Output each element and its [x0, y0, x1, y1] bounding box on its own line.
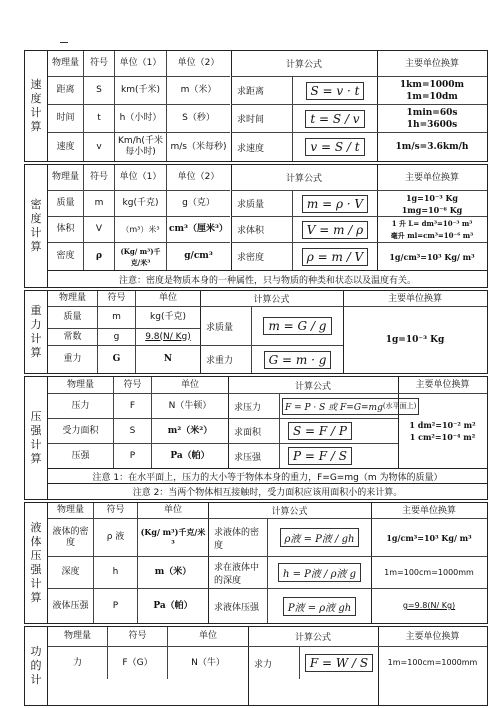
cell-symbol: m	[84, 191, 115, 217]
formula-box: t = S / v	[305, 110, 364, 128]
formula-label: 求距离	[231, 77, 293, 105]
liquid-side-label: 液体压强计算	[25, 503, 48, 623]
col-header: 单位	[138, 503, 208, 519]
col-header: 物理量	[48, 165, 84, 191]
cell-quantity: 深度	[48, 557, 94, 589]
speed-section	[24, 50, 488, 162]
conv-cell: 1 升 L= dm³=10⁻³ m³ 毫升 ml=cm³=10⁻⁶ m³	[377, 217, 487, 243]
formula-label: 求时间	[231, 105, 293, 133]
cell-symbol: ρ 液	[94, 519, 138, 557]
density-note: 注意：密度是物质本身的一种属性，只与物质的种类和状态以及温度有关。	[48, 270, 487, 287]
cell-quantity: 重力	[48, 346, 98, 373]
liquid-pressure-section	[24, 502, 488, 624]
cell-unit1: (Kg/ m³)千克/米³	[115, 243, 167, 270]
gravity-formulas	[200, 291, 344, 373]
conv-cell: 1g/cm³=10³ Kg/ m³	[371, 519, 487, 557]
col-header: 单位	[136, 291, 200, 307]
cell-unit1: Km/h(千米每小时)	[115, 133, 167, 161]
formula-box: ρ = m / V	[302, 248, 368, 266]
work-formulas	[248, 627, 379, 705]
cell-quantity: 受力面积	[48, 419, 114, 444]
conv-cell: 1m=100cm=1000mm	[371, 557, 487, 589]
col-header: 符号	[108, 627, 168, 647]
cell-unit2: m/s（米每秒)	[170, 141, 227, 152]
formula-box: G = m · g	[264, 351, 332, 369]
cell-unit: N（牛）	[191, 657, 225, 668]
cell-symbol: V	[84, 217, 115, 243]
cell-quantity: 密度	[48, 243, 84, 270]
cell-unit2: g/cm³	[184, 251, 213, 261]
pressure-formulas	[228, 377, 417, 468]
cell-unit: m²（米²）	[152, 419, 228, 444]
col-header: 物理量	[48, 503, 94, 519]
liquid-formulas	[208, 503, 372, 623]
formula-box: v = S / t	[305, 138, 364, 156]
cell-unit: N	[163, 354, 173, 364]
col-header: 单位（1）	[115, 165, 167, 191]
formula-header: 计算公式	[231, 165, 377, 191]
speed-conversions	[377, 51, 487, 161]
density-table	[48, 165, 232, 270]
cell-unit2: m（米）	[167, 77, 230, 105]
col-header: 符号	[84, 165, 115, 191]
density-conversions	[377, 165, 487, 270]
conv-cell: 1m/s=3.6km/h	[395, 142, 469, 152]
cell-unit1: kg(千克)	[115, 191, 167, 217]
conv-cell: 1g=10⁻³ Kg	[385, 335, 445, 345]
cell-unit: Pa（帕）	[170, 450, 210, 461]
formula-box: P = F / S	[288, 447, 352, 465]
density-section	[24, 164, 488, 288]
gravity-table	[48, 291, 201, 373]
formula-label: 求面积	[228, 419, 280, 444]
work-section	[24, 626, 488, 706]
formula-header: 计算公式	[248, 627, 378, 647]
cell-symbol: S	[84, 77, 115, 105]
cell-unit1: （m³）米³	[115, 217, 167, 243]
formula-box: ρ液 = P液 / gh	[280, 528, 360, 547]
cell-unit: m（米）	[138, 557, 208, 589]
formula-label: 求压力	[228, 394, 280, 419]
formula-label: 求质量	[200, 307, 252, 346]
cell-unit: kg(千克)	[136, 307, 200, 329]
cell-symbol: t	[84, 105, 115, 133]
cell-unit1: km(千米)	[115, 77, 167, 105]
col-header: 单位（1）	[115, 51, 167, 77]
pressure-section	[24, 376, 488, 500]
col-header: 符号	[98, 291, 136, 307]
cell-symbol: F（G）	[108, 647, 168, 679]
col-header: 单位（2）	[167, 165, 230, 191]
work-side-label: 功的计	[25, 627, 48, 705]
col-header: 物理量	[48, 377, 114, 394]
formula-label: 求在液体中的深度	[208, 557, 268, 589]
cell-unit2: S（秒）	[167, 105, 230, 133]
pressure-conversions	[398, 377, 487, 468]
formula-box: S = v · t	[306, 82, 365, 100]
col-header: 单位	[152, 377, 228, 394]
cell-symbol: m	[98, 307, 136, 329]
cell-symbol: P	[114, 444, 152, 468]
cell-unit: (Kg/ m³)千克/米³	[138, 519, 208, 557]
gravity-section	[24, 290, 488, 374]
cell-symbol: ρ	[84, 243, 115, 270]
pressure-table	[48, 377, 229, 468]
cell-symbol: F	[114, 394, 152, 419]
formula-box: m = G / g	[263, 317, 331, 335]
col-header: 单位（2）	[167, 51, 230, 77]
formula-box: h = P液 / ρ液 g	[278, 563, 361, 582]
formula-box: F = P · S 或 F=G=mg (水平面上)	[282, 398, 419, 415]
pressure-side-label: 压强计算	[25, 377, 48, 499]
col-header: 单位	[168, 627, 248, 647]
cell-quantity: 体积	[48, 217, 84, 243]
cell-quantity: 液体的密度	[48, 519, 94, 557]
cell-quantity: 液体压强	[48, 589, 94, 623]
conv-header: 主要单位换算	[378, 627, 487, 647]
cell-symbol: P	[94, 589, 138, 623]
density-formulas	[231, 165, 378, 270]
conv-cell: g=9.8(N/ Kg)	[402, 601, 456, 610]
cell-quantity: 压强	[48, 444, 114, 468]
formula-label: 求液体的密度	[208, 519, 268, 557]
conv-cell: 1g/cm³=10³ Kg/ m³	[389, 251, 475, 262]
cell-unit: N（牛顿）	[152, 394, 228, 419]
formula-header: 计算公式	[200, 291, 343, 307]
conv-cell: 1m=100cm=1000mm	[387, 658, 478, 667]
formula-box: m = ρ · V	[302, 195, 368, 213]
col-header: 符号	[114, 377, 152, 394]
density-side-label: 密度计算	[25, 165, 48, 287]
formula-header: 计算公式	[231, 51, 377, 77]
formula-label: 求密度	[231, 243, 293, 270]
cell-unit2: cm³（厘米³）	[167, 217, 230, 243]
conv-header: 主要单位换算	[343, 291, 487, 307]
pressure-note-2: 注意 2：当两个物体相互接触时，受力面积应该用面积小的来计算。	[48, 483, 487, 499]
cell-quantity: 速度	[48, 133, 84, 161]
cell-unit: Pa（帕）	[153, 600, 193, 611]
col-header: 符号	[84, 51, 115, 77]
col-header: 物理量	[48, 51, 84, 77]
conv-header: 主要单位换算	[377, 165, 487, 191]
liquid-table	[48, 503, 209, 623]
cell-unit2: g（克）	[167, 191, 230, 217]
gravity-side-label: 重力计算	[25, 291, 48, 373]
formula-box: S = F / P	[288, 422, 352, 440]
formula-label: 求力	[248, 647, 300, 679]
cell-symbol: g	[98, 329, 136, 346]
conv-header: 主要单位换算	[371, 503, 487, 519]
work-table	[48, 627, 249, 705]
cell-symbol: S	[114, 419, 152, 444]
cell-quantity: 压力	[48, 394, 114, 419]
cell-quantity: 常数	[48, 329, 98, 346]
cell-quantity: 距离	[48, 77, 84, 105]
formula-label: 求压强	[228, 444, 280, 468]
formula-label: 求速度	[231, 133, 293, 161]
speed-side-label: 速度计算	[25, 51, 48, 161]
formula-box: V = m / ρ	[302, 221, 368, 239]
conv-cell: 1g=10⁻³ Kg 1mg=10⁻⁶ Kg	[377, 191, 487, 217]
formula-label: 求质量	[231, 191, 293, 217]
dash-mark	[60, 42, 68, 43]
cell-quantity: 力	[48, 647, 108, 679]
col-header: 物理量	[48, 291, 98, 307]
speed-formulas	[231, 51, 378, 161]
formula-header: 计算公式	[228, 377, 398, 394]
cell-symbol: h	[94, 557, 138, 589]
conv-cell: 1km=1000m 1m=10dm	[377, 77, 487, 105]
cell-unit: 9.8(N/ Kg)	[136, 329, 200, 346]
liquid-conversions	[371, 503, 487, 623]
formula-box: P液 = ρ液 gh	[283, 597, 356, 616]
formula-box: F = W / S	[305, 654, 373, 672]
conv-cell: 1min=60s 1h=3600s	[377, 105, 487, 133]
cell-quantity: 质量	[48, 191, 84, 217]
formula-label: 求体积	[231, 217, 293, 243]
formula-label: 求重力	[200, 346, 252, 373]
work-conversions	[378, 627, 487, 705]
col-header: 物理量	[48, 627, 108, 647]
gravity-conversions	[343, 291, 487, 373]
speed-table	[48, 51, 232, 161]
formula-header: 计算公式	[208, 503, 371, 519]
cell-symbol: G	[98, 346, 136, 373]
cell-quantity: 质量	[48, 307, 98, 329]
formula-label: 求液体压强	[208, 589, 268, 623]
cell-quantity: 时间	[48, 105, 84, 133]
col-header: 符号	[94, 503, 138, 519]
conv-header: 主要单位换算	[398, 377, 487, 394]
cell-unit1: h（小时）	[115, 105, 167, 133]
conv-cell: 1 dm²=10⁻² m² 1 cm²=10⁻⁴ m²	[409, 420, 476, 442]
pressure-note-1: 注意 1：在水平面上，压力的大小等于物体本身的重力，F=G=mg（m 为物体的质量）	[48, 468, 487, 484]
cell-symbol: v	[84, 133, 115, 161]
conv-header: 主要单位换算	[377, 51, 487, 77]
